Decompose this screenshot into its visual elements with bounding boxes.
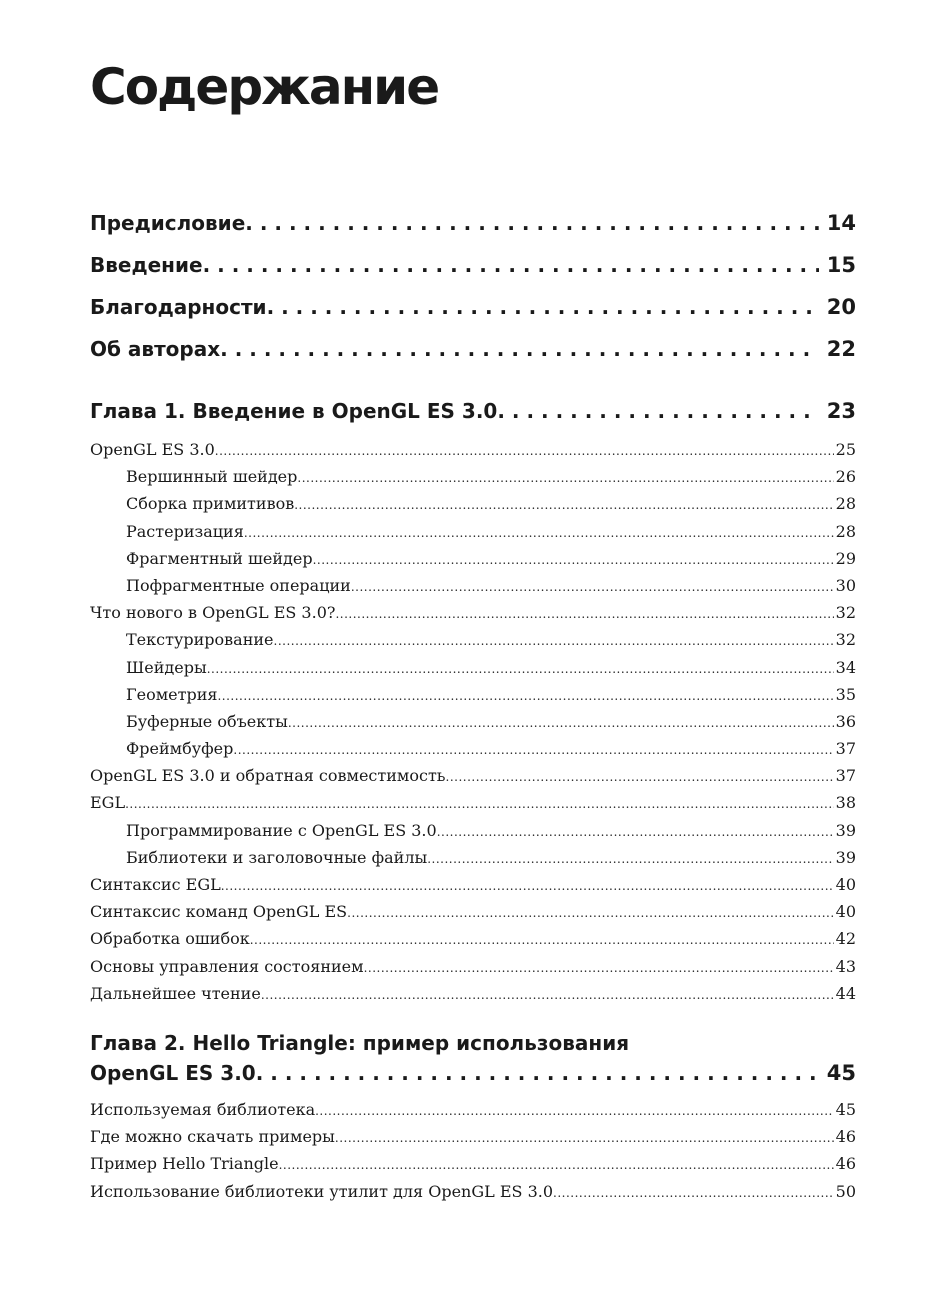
toc-entry-about-authors[interactable] [90, 328, 856, 370]
toc-subentry-page: 38 [835, 793, 856, 813]
leader-dots [288, 708, 834, 735]
leader-dots [313, 545, 834, 572]
toc-subentry-page: 29 [835, 548, 856, 568]
toc-subentry[interactable] [90, 844, 856, 871]
leader-dots [553, 1178, 834, 1205]
toc-subentry-page: 32 [835, 603, 856, 623]
toc-subentry-label: OpenGL ES 3.0 и обратная совместимость [90, 766, 446, 786]
toc-subentry[interactable] [90, 925, 856, 952]
leader-dots [250, 925, 834, 952]
toc-subentry-page: 26 [835, 467, 856, 487]
leader-dots [335, 1123, 834, 1150]
toc-subentry-page: 43 [835, 956, 856, 976]
leader-dots [427, 844, 833, 871]
toc-subentry[interactable] [90, 436, 856, 463]
toc-subentry-label: Пример Hello Triangle [90, 1154, 279, 1174]
toc-subentry-page: 46 [835, 1127, 856, 1147]
toc-subentry[interactable] [90, 463, 856, 490]
page-title: Содержание [90, 58, 439, 116]
toc-entry-preface[interactable] [90, 202, 856, 244]
leader-dots [294, 490, 833, 517]
leader-dots [203, 244, 819, 286]
toc-subentry[interactable] [90, 898, 856, 925]
leader-dots [274, 626, 834, 653]
toc-subentry-page: 39 [835, 820, 856, 840]
leader-dots [446, 762, 834, 789]
chapter-page: 45 [826, 1061, 856, 1085]
chapter-2-entries [90, 1096, 856, 1205]
toc-subentry-page: 50 [835, 1181, 856, 1201]
toc-subentry-label: Сборка примитивов [126, 494, 295, 514]
toc-subentry-label: Что нового в OpenGL ES 3.0? [90, 603, 336, 623]
toc-subentry-label: Текстурирование [126, 630, 274, 650]
leader-dots [347, 898, 834, 925]
chapter-page: 23 [826, 399, 856, 423]
leader-dots [364, 953, 834, 980]
leader-dots [437, 817, 834, 844]
leader-dots [245, 202, 819, 244]
toc-entry-label: Предисловие [90, 211, 246, 235]
toc-entry-page: 22 [826, 337, 856, 361]
toc-subentry-page: 25 [835, 440, 856, 459]
toc-subentry[interactable] [90, 735, 856, 762]
toc-subentry-label: Шейдеры [126, 657, 207, 677]
toc-subentry[interactable] [90, 599, 856, 626]
toc-entry-introduction[interactable] [90, 244, 856, 286]
toc-subentry-label: Геометрия [126, 684, 218, 704]
chapter-title: Глава 1. Введение в OpenGL ES 3.0 [90, 399, 498, 423]
toc-subentry-label: Обработка ошибок [90, 929, 250, 949]
toc-subentry-page: 37 [835, 766, 856, 786]
toc-subentry-page: 40 [835, 902, 856, 922]
toc-subentry[interactable] [90, 626, 856, 653]
toc-entry-label: Благодарности [90, 295, 267, 319]
leader-dots [267, 286, 819, 328]
toc-subentry-label: Буферные объекты [126, 711, 288, 731]
toc-subentry[interactable] [90, 1123, 856, 1150]
leader-dots [351, 572, 834, 599]
toc-subentry[interactable] [90, 789, 856, 816]
leader-dots [215, 436, 834, 463]
leader-dots [261, 980, 834, 1007]
chapter-title-line2: OpenGL ES 3.0 [90, 1061, 256, 1085]
chapter-1-heading[interactable] [90, 390, 856, 432]
toc-subentry-page: 28 [835, 494, 856, 514]
toc-subentry[interactable] [90, 1178, 856, 1205]
toc-subentry[interactable] [90, 817, 856, 844]
chapter-2-heading-row [90, 1058, 856, 1088]
toc-subentry[interactable] [90, 980, 856, 1007]
toc-entry-page: 14 [826, 211, 856, 235]
toc-subentry-page: 39 [835, 847, 856, 867]
toc-subentry-label: Синтаксис EGL [90, 875, 221, 894]
toc-subentry[interactable] [90, 953, 856, 980]
toc-subentry-label: Программирование с OpenGL ES 3.0 [126, 820, 437, 840]
toc-entry-label: Введение [90, 253, 203, 277]
chapter-title-line1: Глава 2. Hello Triangle: пример использования [90, 1031, 630, 1055]
toc-subentry[interactable] [90, 871, 856, 898]
toc-subentry[interactable] [90, 708, 856, 735]
leader-dots [244, 518, 834, 545]
toc-subentry-label: Использование библиотеки утилит для OpenGL ES 3.0 [90, 1181, 554, 1201]
toc-subentry[interactable] [90, 654, 856, 681]
toc-entry-label: Об авторах [90, 337, 221, 361]
toc-subentry-page: 37 [835, 739, 856, 759]
toc-entry-page: 15 [826, 253, 856, 277]
toc-subentry-page: 45 [835, 1100, 856, 1119]
leader-dots [221, 871, 834, 898]
toc-subentry-page: 28 [835, 521, 856, 541]
leader-dots [233, 735, 833, 762]
front-matter-list [90, 202, 856, 370]
leader-dots [315, 1096, 834, 1123]
chapter-1-heading-row [90, 390, 856, 432]
toc-subentry-label: Дальнейшее чтение [90, 983, 261, 1003]
toc-subentry[interactable] [90, 1150, 856, 1177]
toc-subentry-page: 46 [835, 1154, 856, 1174]
toc-subentry-label: Используемая библиотека [90, 1100, 316, 1119]
toc-subentry-label: Фрагментный шейдер [126, 548, 313, 568]
toc-subentry-label: Основы управления состоянием [90, 956, 364, 976]
toc-entry-acknowledgements[interactable] [90, 286, 856, 328]
toc-subentry-label: Где можно скачать примеры [90, 1127, 335, 1147]
toc-subentry-label: Растеризация [126, 521, 244, 541]
leader-dots [125, 789, 834, 816]
toc-subentry-page: 35 [835, 684, 856, 704]
chapter-2-heading[interactable] [90, 1028, 856, 1088]
toc-subentry[interactable] [90, 572, 856, 599]
toc-subentry-label: Фреймбуфер [126, 739, 234, 759]
toc-subentry-label: Синтаксис команд OpenGL ES [90, 902, 348, 922]
leader-dots [220, 328, 819, 370]
toc-subentry-label: EGL [90, 793, 126, 813]
leader-dots [217, 681, 833, 708]
toc-subentry-label: Вершинный шейдер [126, 467, 298, 487]
toc-subentry-page: 30 [835, 575, 856, 595]
leader-dots [256, 1058, 819, 1088]
chapter-1-entries [90, 436, 856, 1007]
toc-subentry[interactable] [90, 762, 856, 789]
leader-dots [207, 654, 834, 681]
leader-dots [297, 463, 833, 490]
toc-subentry-page: 32 [835, 630, 856, 650]
leader-dots [497, 390, 818, 432]
leader-dots [335, 599, 833, 626]
toc-subentry[interactable] [90, 681, 856, 708]
toc-subentry[interactable] [90, 1096, 856, 1123]
toc-subentry-label: Библиотеки и заголовочные файлы [126, 847, 428, 867]
toc-subentry[interactable] [90, 518, 856, 545]
toc-subentry[interactable] [90, 545, 856, 572]
toc-subentry-label: Пофрагментные операции [126, 575, 351, 595]
toc-subentry[interactable] [90, 490, 856, 517]
toc-subentry-page: 44 [835, 983, 856, 1003]
toc-subentry-page: 40 [835, 875, 856, 894]
leader-dots [279, 1150, 834, 1177]
toc-subentry-page: 42 [835, 929, 856, 949]
toc-subentry-label: OpenGL ES 3.0 [90, 440, 215, 459]
toc-subentry-page: 34 [835, 657, 856, 677]
toc-entry-page: 20 [826, 295, 856, 319]
toc-subentry-page: 36 [835, 711, 856, 731]
